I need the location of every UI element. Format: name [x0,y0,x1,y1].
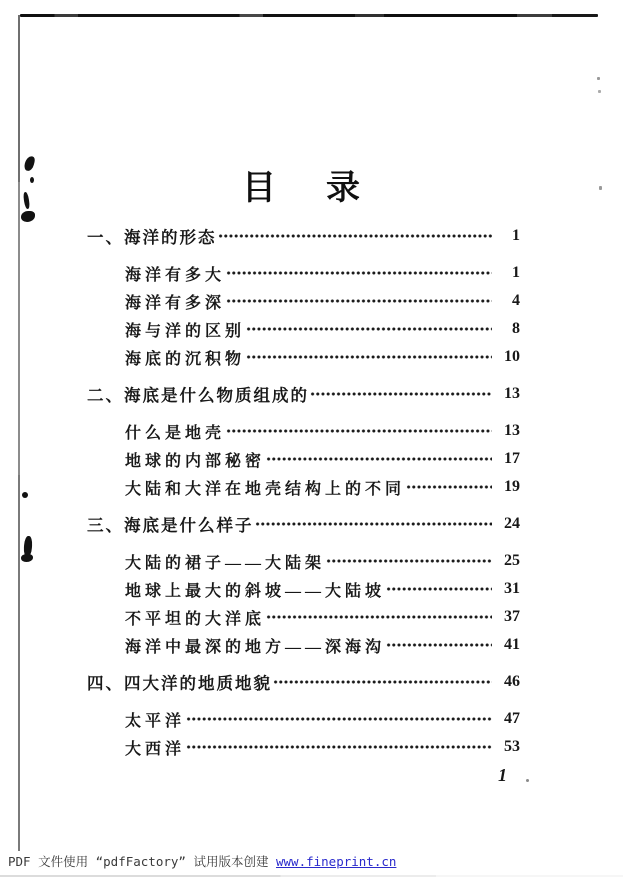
toc-entry-page: 8 [512,320,520,337]
dot-leader [186,711,492,727]
toc-entry-page: 17 [504,450,520,467]
toc-entry [87,603,520,631]
scan-speck [526,779,529,782]
toc-entry [87,575,520,603]
toc-entry-page: 13 [504,422,520,439]
watermark-text: PDF 文件使用 “pdfFactory” 试用版本创建 [8,854,276,869]
folio-page-number: 1 [498,765,507,785]
toc-entry-label: 大西洋 [125,740,186,758]
dot-leader [218,228,493,244]
dot-leader [326,553,492,569]
toc-entry [87,315,520,343]
toc-entry-page: 1 [512,264,520,281]
dot-leader [273,674,492,690]
toc-entry-page: 10 [504,348,520,365]
dot-leader [266,451,492,467]
dot-leader [226,265,492,281]
toc-entry-page: 37 [504,608,520,625]
toc-entry-label: 什么是地壳 [125,424,226,442]
dot-leader [386,637,492,653]
toc-entry-page: 19 [504,478,520,495]
toc-entry-label: 太平洋 [125,712,186,730]
toc-entry-page: 1 [512,227,520,244]
dot-leader [266,609,492,625]
watermark-link[interactable]: www.fineprint.cn [276,854,397,869]
toc-entry [87,473,520,501]
toc-entry-label: 大陆和大洋在地壳结构上的不同 [125,480,406,498]
dot-leader [246,321,492,337]
toc-entry-label: 海洋有多大 [125,266,226,284]
ink-blotch [21,211,35,222]
toc-entry [87,222,520,250]
scan-edge-top-line [20,14,598,17]
toc-entry [87,733,520,761]
toc-entry [87,380,520,408]
toc-entry-label: 四、四大洋的地质地貌 [87,674,272,693]
toc-entry-label: 海与洋的区别 [125,322,246,340]
dot-leader [226,293,492,309]
toc-entry-page: 46 [504,673,520,690]
ink-blotch [21,554,33,562]
toc-entry-label: 地球上最大的斜坡——大陆坡 [125,582,386,600]
dot-leader [186,739,492,755]
dot-leader [226,423,492,439]
toc-entry [87,705,520,733]
toc-entry-page: 24 [504,515,520,532]
toc-entry-label: 地球的内部秘密 [125,452,266,470]
toc-entry-label: 海底的沉积物 [125,350,246,368]
scan-speck [597,77,600,80]
dot-leader [255,516,493,532]
toc-entry-label: 三、海底是什么样子 [87,516,254,535]
toc-entry [87,510,520,538]
toc-entry [87,287,520,315]
toc-entry-label: 大陆的裙子——大陆架 [125,554,326,572]
toc-entry [87,547,520,575]
toc-entry-page: 4 [512,292,520,309]
toc-entry-label: 二、海底是什么物质组成的 [87,386,309,405]
toc-entry-page: 53 [504,738,520,755]
toc-entry [87,417,520,445]
toc-entry [87,259,520,287]
toc-entry-page: 47 [504,710,520,727]
toc-entry-label: 海洋中最深的地方——深海沟 [125,638,386,656]
dot-leader [386,581,492,597]
page-title: 目 录 [242,170,368,207]
scan-bottom-smudge [0,875,623,877]
toc-entry-page: 25 [504,552,520,569]
scan-speck [598,90,601,93]
toc-entry-page: 13 [504,385,520,402]
table-of-contents [87,222,520,761]
toc-entry [87,668,520,696]
toc-entry [87,631,520,659]
toc-entry-label: 一、海洋的形态 [87,228,217,247]
dot-leader [246,349,492,365]
toc-entry-label: 海洋有多深 [125,294,226,312]
dot-leader [406,479,492,495]
dot-leader [310,386,492,402]
toc-entry-page: 31 [504,580,520,597]
toc-entry [87,343,520,371]
toc-entry-page: 41 [504,636,520,653]
scan-edge-left-line [18,15,20,851]
ink-blotch [22,492,28,498]
toc-entry [87,445,520,473]
toc-entry-label: 不平坦的大洋底 [125,610,266,628]
pdf-watermark [8,852,396,870]
